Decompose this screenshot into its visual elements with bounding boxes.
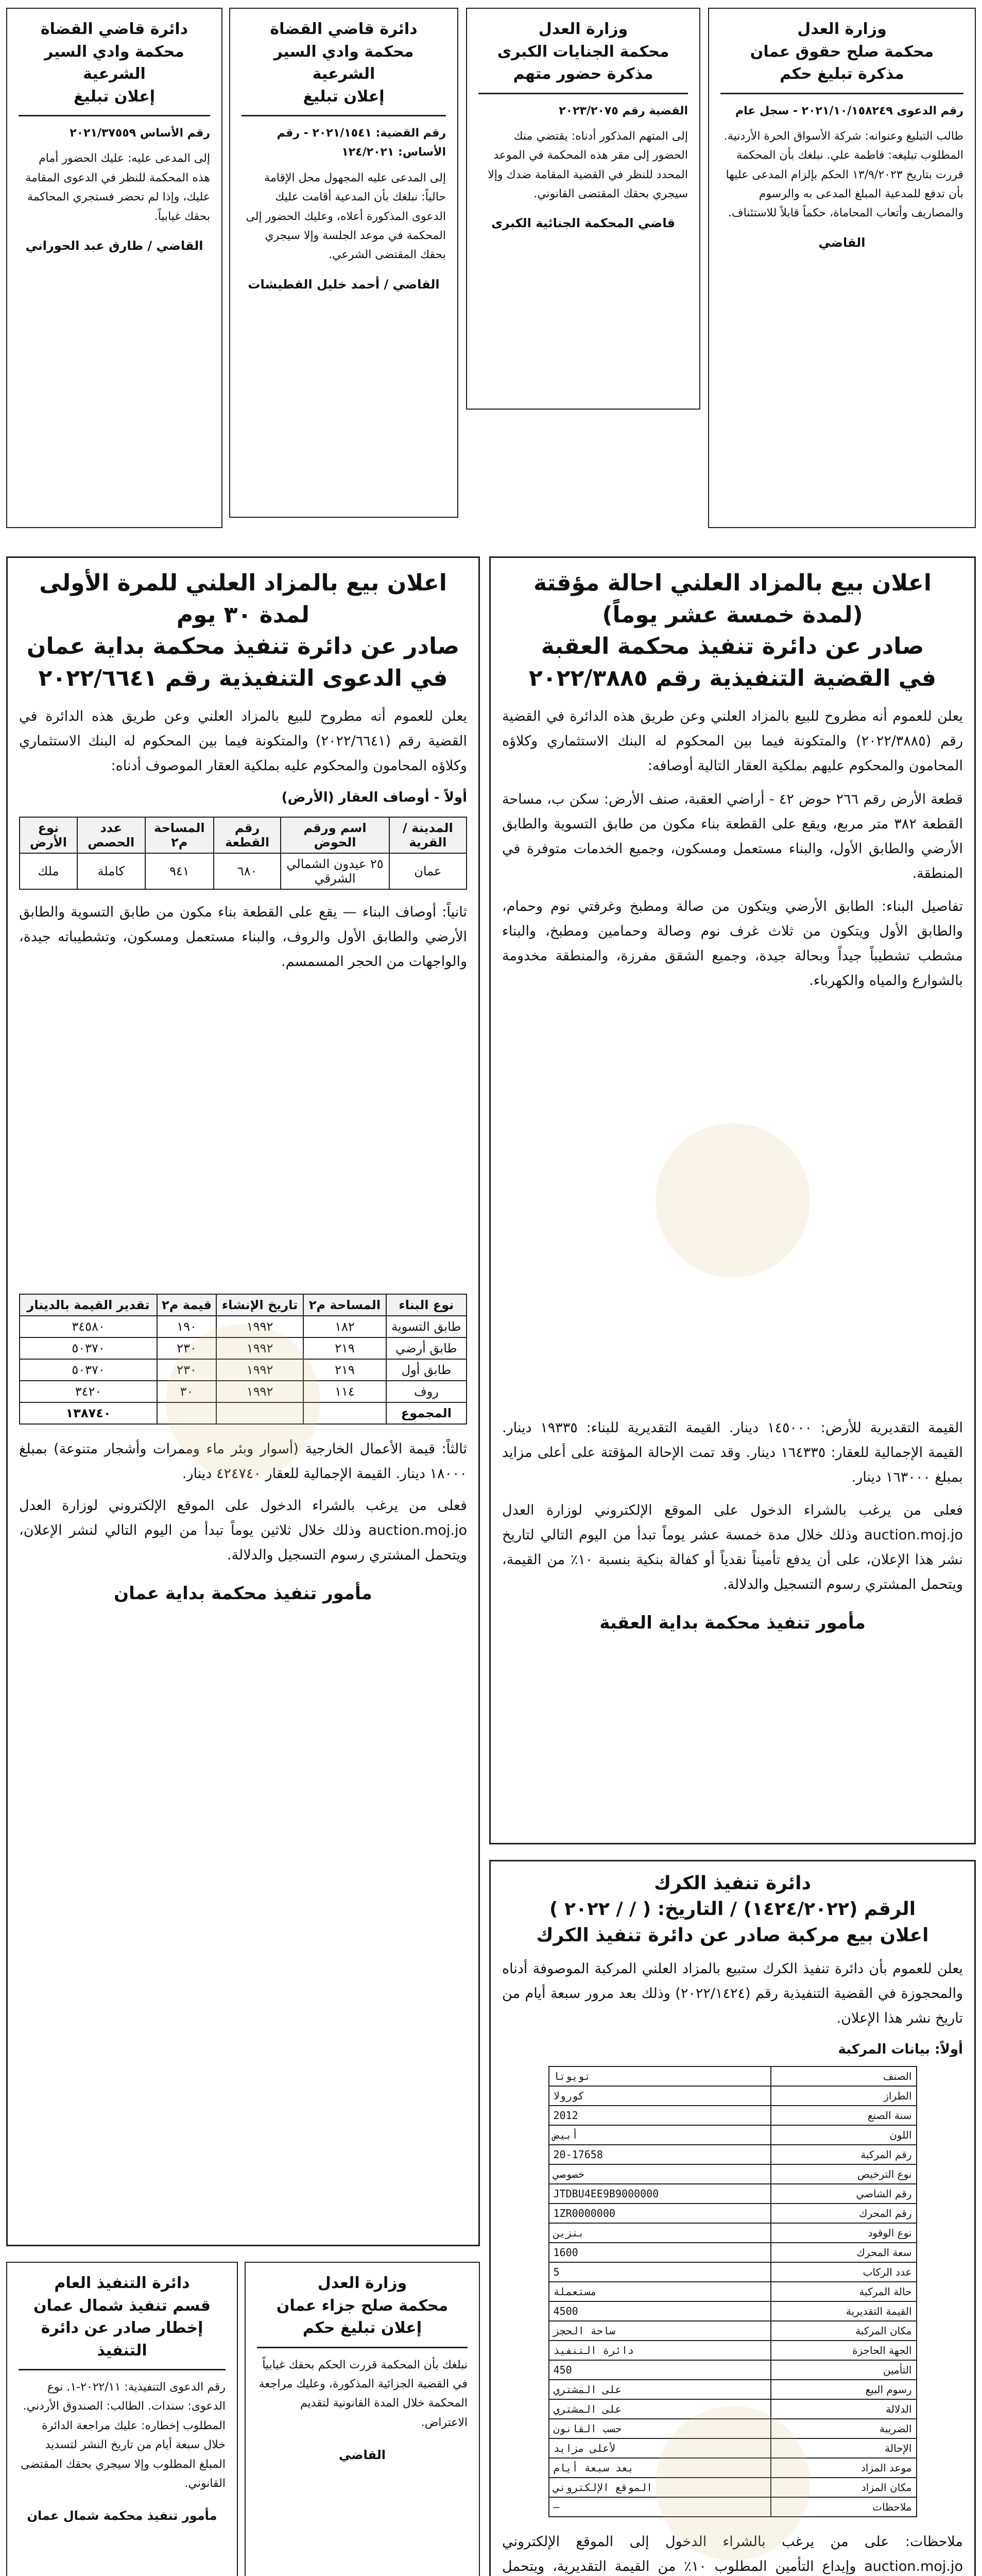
form-label: نوع الترخيص [771, 2164, 916, 2184]
form-label: التأمين [771, 2360, 916, 2380]
form-value: — [549, 2497, 771, 2517]
col-header: تاريخ الإنشاء [216, 1294, 303, 1316]
amman-sign: مأمور تنفيذ محكمة بداية عمان [114, 1583, 372, 1604]
table-row [549, 2125, 917, 2145]
form-label: سنة الصنع [771, 2106, 916, 2125]
notice-top-4 [6, 8, 222, 528]
aqaba-title-3: في القضية التنفيذية رقم ٢٠٢٢/٣٨٨٥ [528, 665, 937, 691]
form-label: حالة المركبة [771, 2282, 916, 2301]
aqaba-intro: يعلن للعموم أنه مطروح للبيع بالمزاد العلني وعن طريق هذه الدائرة في القضية رقم (٢٠٢٢/٣٨٨٥) والمتكونة فيما بين المحكوم له البنك الاستثماري وكلاؤه المحامون والمحكوم عليهم بملكية العقار التالية أوصافه: [502, 708, 963, 774]
notice-case: رقم القضية: ٢٠٢١/١٥٤١ - رقم الأساس: ١٢٤/٢٠٢١ [277, 127, 446, 159]
notice-header-3: إعلان تبليغ حكم [302, 2319, 422, 2337]
notice-header-3: مذكرة حضور متهم [513, 65, 653, 83]
notice-sign: قاضي المحكمة الجنائية الكبرى [491, 216, 676, 231]
aqaba-property: قطعة الأرض رقم ٢٦٦ حوض ٤٢ - أراضي العقبة، صنف الأرض: سكن ب، مساحة القطعة ٣٨٢ متر مربع، ويقع على القطعة بناء مكون من طابق التسوية والطابق الأرضي والطابق الأول، والبناء مستعمل ومسكون، وجميع الخدمات متوفرة في المنطقة. [502, 791, 963, 882]
notice-body: نبلغك بأن المحكمة قررت الحكم بحقك غيابياً في القضية الجزائية المذكورة، وعليك مراجعة المحكمة خلال المدة القانونية لتقديم الاعتراض. [259, 2358, 468, 2429]
form-label: ملاحظات [771, 2497, 916, 2517]
notice-top-3 [229, 8, 458, 518]
form-label: عدد الركاب [771, 2262, 916, 2282]
col-header: نوع البناء [386, 1294, 467, 1316]
form-value: بنزين [549, 2223, 771, 2243]
aqaba-spacer [502, 993, 963, 1416]
notice-header-3: إعلان تبليغ [303, 87, 385, 106]
form-label: نوع الوقود [771, 2223, 916, 2243]
form-label: الطراز [771, 2086, 916, 2106]
notice-bottom-1 [245, 2262, 480, 2576]
form-label: الجهة الحاجزة [771, 2341, 916, 2360]
form-value: بعد سبعة أيام [549, 2458, 771, 2478]
form-value: JTDBU4EE9B9000000 [549, 2184, 771, 2204]
table-row [549, 2223, 917, 2243]
table-row [549, 2301, 917, 2321]
form-value: دائرة التنفيذ [549, 2341, 771, 2360]
table-total-row: المجموع ١٣٨٧٤٠ [20, 1402, 467, 1424]
notice-header-1: دائرة قاضي القضاة [270, 20, 418, 38]
form-label: الإحالة [771, 2438, 916, 2458]
table-row [549, 2282, 917, 2301]
table-row [549, 2458, 917, 2478]
col-header: تقدير القيمة بالدينار [20, 1294, 157, 1316]
table-row: طابق أول ٢١٩ ١٩٩٢ ٢٣٠ ٥٠٣٧٠ [20, 1359, 467, 1381]
col-header: المساحة م٢ [303, 1294, 386, 1316]
form-label: الضريبة [771, 2419, 916, 2438]
amman-title-2: صادر عن دائرة تنفيذ محكمة بداية عمان [26, 633, 460, 660]
table-row: طابق أرضي ٢١٩ ١٩٩٢ ٢٣٠ ٥٠٣٧٠ [20, 1337, 467, 1359]
notice-header-1: دائرة التنفيذ العام [54, 2274, 190, 2292]
table-row [549, 2204, 917, 2223]
form-label: الصنف [771, 2066, 916, 2086]
form-value: تويوتا [549, 2066, 771, 2086]
col-header: قيمة م٢ [157, 1294, 216, 1316]
karak-notes: ملاحظات: على من يرغب بالشراء الدخول إلى الموقع الإلكتروني auction.moj.jo وإيداع التأمين المطلوب ١٠٪ من القيمة التقديرية، ويتحمل [502, 2533, 963, 2574]
table-row [549, 2399, 917, 2419]
form-value: على المشتري [549, 2380, 771, 2399]
table-row [549, 2184, 917, 2204]
notice-header-1: وزارة العدل [317, 2274, 407, 2292]
amman-intro: يعلن للعموم أنه مطروح للبيع بالمزاد العلني وعن طريق هذه الدائرة في القضية رقم (٢٠٢٢/٦٦٤١) والمتكونة فيما بين المحكوم له البنك الاستثماري وكلاؤه المحامون والمحكوم عليه بملكية العقار الموصوف أدناه: [19, 708, 467, 774]
notice-header-3: مذكرة تبليغ حكم [780, 65, 904, 83]
form-value: 5 [549, 2262, 771, 2282]
notice-case: القضية رقم ٢٠٢٣/٢٠٧٥ [559, 104, 688, 117]
notice-sign: القاضي / أحمد خليل القطيشات [248, 277, 440, 292]
notice-top-1 [708, 8, 976, 528]
amman-auction-notice [6, 556, 480, 2246]
form-label: مكان المزاد [771, 2478, 916, 2497]
form-label: القيمة التقديرية [771, 2301, 916, 2321]
form-value: خصوصي [549, 2164, 771, 2184]
amman-title-3: في الدعوى التنفيذية رقم ٢٠٢٢/٦٦٤١ [38, 665, 448, 691]
amman-subtitle: أولاً - أوصاف العقار (الأرض) [281, 789, 467, 805]
form-value: أبيض [549, 2125, 771, 2145]
col-header: اسم ورقم الحوض [281, 817, 389, 853]
amman-extra: ثالثاً: قيمة الأعمال الخارجية (أسوار وبئر ماء وممرات وأشجار متنوعة) بمبلغ ١٨٠٠٠ دينار. القيمة الإجمالية للعقار ٤٢٤٧٤٠ دينار. [19, 1441, 467, 1482]
notice-header-2: محكمة وادي السير الشرعية [44, 42, 184, 83]
table-row [549, 2164, 917, 2184]
notice-header-1: وزارة العدل [538, 20, 628, 38]
aqaba-closing: فعلى من يرغب بالشراء الدخول على الموقع الإلكتروني لوزارة العدل auction.moj.jo وذلك خلال مدة خمسة عشر يوماً تبدأ من اليوم التالي لتاريخ نشر هذا الإعلان، على أن يدفع تأميناً نقدياً أو كفالة بنكية بنسبة ١٠٪ من القيمة، ويتحمل المشتري رسوم التسجيل والدلالة. [502, 1502, 963, 1593]
table-row [549, 2262, 917, 2282]
table-row [549, 2145, 917, 2164]
table-row [549, 2341, 917, 2360]
notice-body: رقم الدعوى التنفيذية: ٢٠٢٢/١١-١. نوع الدعوى: سندات. الطالب: الصندوق الأردني. المطلوب إخطاره: عليك مراجعة الدائرة خلال سبعة أيام من تاريخ النشر لتسديد المبلغ المطلوب وإلا سيجري بحقك المقتضى القانوني. [21, 2381, 226, 2490]
aqaba-title-1: اعلان بيع بالمزاد العلني احالة مؤقتة (لمدة خمسة عشر يوماً) [533, 570, 932, 628]
table-row: روف ١١٤ ١٩٩٢ ٣٠ ٣٤٢٠ [20, 1381, 467, 1402]
form-label: سعة المحرك [771, 2243, 916, 2262]
form-value: حسب القانون [549, 2419, 771, 2438]
amman-closing: فعلى من يرغب بالشراء الدخول على الموقع الإلكتروني لوزارة العدل auction.moj.jo وذلك خلال ثلاثين يوماً تبدأ من اليوم التالي لنشر الإعلان، ويتحمل المشتري رسوم التسجيل والدلالة. [19, 1498, 467, 1564]
table-row [549, 2380, 917, 2399]
notice-case: رقم الدعوى ٢٠٢١/١٠/١٥٨٢٤٩ - سجل عام [735, 104, 963, 117]
amman-building-text: ثانياً: أوصاف البناء — يقع على القطعة بناء مكون من طابق التسوية والطابق الأرضي والطابق الأول والروف، والبناء مستعمل ومسكون، وتشطيباته جيدة، والواجهات من الحجر المسمسم. [19, 904, 467, 970]
notice-top-2 [466, 8, 700, 410]
form-value: 2012 [549, 2106, 771, 2125]
table-row [549, 2066, 917, 2086]
notice-header-2: محكمة صلح جزاء عمان [276, 2296, 449, 2315]
table-row [549, 2360, 917, 2380]
form-value: 4500 [549, 2301, 771, 2321]
table-row [549, 2243, 917, 2262]
notice-sign: القاضي [818, 235, 866, 250]
table-row: طابق التسوية ١٨٢ ١٩٩٢ ١٩٠ ٣٤٥٨٠ [20, 1316, 467, 1337]
form-value: الموقع الإلكتروني [549, 2478, 771, 2497]
notice-header-3: إخطار صادر عن دائرة التنفيذ [41, 2319, 203, 2360]
form-value: 450 [549, 2360, 771, 2380]
notice-header-3: إعلان تبليغ [73, 87, 156, 106]
form-label: الدلالة [771, 2399, 916, 2419]
form-value: على المشتري [549, 2399, 771, 2419]
aqaba-auction-notice [489, 556, 976, 1844]
notice-body: إلى المدعى عليه: عليك الحضور أمام هذه المحكمة للنظر في الدعوى المقامة عليك، وإذا لم تحضر فستجري المحاكمة بحقك غيابياً. [25, 152, 210, 223]
karak-intro: يعلن للعموم بأن دائرة تنفيذ الكرك ستبيع بالمزاد العلني المركبة الموصوفة أدناه والمحجوزة في القضية التنفيذية رقم (٢٠٢٢/١٤٢٤) وذلك بعد مرور سبعة أيام من تاريخ نشر هذا الإعلان. [502, 1961, 963, 2027]
form-label: موعد المزاد [771, 2458, 916, 2478]
col-header: رقم القطعة [214, 817, 281, 853]
aqaba-values: القيمة التقديرية للأرض: ١٤٥٠٠٠ دينار. القيمة التقديرية للبناء: ١٩٣٣٥ دينار. القيمة الإجمالية للعقار: ١٦٤٣٣٥ دينار. وقد تمت الإحالة المؤقتة على أعلى مزايد بمبلغ ١٦٣٠٠٠ دينار. [502, 1419, 963, 1485]
form-value: 20-17658 [549, 2145, 771, 2164]
karak-header-3: اعلان بيع مركبة صادر عن دائرة تنفيذ الكرك [536, 1924, 929, 1946]
table-row [549, 2086, 917, 2106]
notice-header-1: وزارة العدل [797, 20, 887, 38]
notice-case: رقم الأساس ٢٠٢١/٣٧٥٥٩ [70, 127, 210, 140]
form-value: مستعملة [549, 2282, 771, 2301]
col-header: المدينة / القرية [389, 817, 467, 853]
col-header: عدد الحصص [77, 817, 145, 853]
aqaba-details: تفاصيل البناء: الطابق الأرضي ويتكون من صالة ومطبخ وغرفتي نوم وحمام، والطابق الأول ويتكون من ثلاث غرف نوم وصالة وحمامين ومطبخ، والبناء مشطب تشطيباً جيداً وبحالة جيدة، وجميع الشقق مفرزة، والمنطقة مخدومة بالشوارع والمياه والكهرباء. [502, 898, 963, 989]
notice-header-2: محكمة وادي السير الشرعية [273, 42, 414, 83]
notice-body: طالب التبليغ وعنوانه: شركة الأسواق الحرة الأردنية. المطلوب تبليغه: فاطمة علي. نبلغك بأن المحكمة قررت بتاريخ ١٣/٩/٢٠٢٣ الحكم بإلزام المدعى عليها بأن تدفع للمدعية المبلغ المدعى به والرسوم والمصاريف وأتعاب المحاماة، حكماً قابلاً للاستئناف. [723, 129, 963, 220]
col-header: نوع الأرض [20, 817, 77, 853]
amman-land-table [19, 817, 467, 890]
form-value: 1600 [549, 2243, 771, 2262]
notice-header-2: محكمة الجنايات الكبرى [497, 42, 669, 61]
table-row [549, 2438, 917, 2458]
notice-body: إلى المتهم المذكور أدناه: يقتضي منك الحضور إلى مقر هذه المحكمة في الموعد المحدد للنظر في القضية المقامة ضدك وإلا سيجري بحقك المقتضى القانوني. [488, 129, 688, 201]
notice-sign: القاضي / طارق عبد الحوراني [25, 238, 203, 253]
karak-vehicle-table [548, 2066, 917, 2517]
table-row [549, 2419, 917, 2438]
notice-header-2: محكمة صلح حقوق عمان [750, 42, 934, 61]
form-label: اللون [771, 2125, 916, 2145]
form-value: 1ZR0000000 [549, 2204, 771, 2223]
table-row [549, 2106, 917, 2125]
table-row [549, 2321, 917, 2341]
form-label: رقم المحرك [771, 2204, 916, 2223]
karak-header-2: الرقم (١٤٢٤/٢٠٢٢) / التاريخ: ( / / ٢٠٢٢ ) [549, 1899, 916, 1920]
col-header: المساحة م٢ [145, 817, 214, 853]
notice-header-1: دائرة قاضي القضاة [40, 20, 188, 38]
form-value: كورولا [549, 2086, 771, 2106]
table-row: عمان ٢٥ عيدون الشمالي الشرقي ٦٨٠ ٩٤١ كاملة ملك [20, 853, 467, 889]
form-label: رقم الشاصي [771, 2184, 916, 2204]
aqaba-title-2: صادر عن دائرة تنفيذ محكمة العقبة [541, 633, 924, 660]
notice-bottom-2 [6, 2262, 238, 2576]
karak-vehicle-notice [489, 1860, 976, 2576]
karak-form-title: أولاً: بيانات المركبة [838, 2042, 963, 2058]
amman-spacer-a [19, 974, 467, 1294]
notice-header-2: قسم تنفيذ شمال عمان [33, 2296, 211, 2315]
form-value: ساحة الحجز [549, 2321, 771, 2341]
karak-header-1: دائرة تنفيذ الكرك [654, 1873, 811, 1894]
aqaba-sign: مأمور تنفيذ محكمة بداية العقبة [599, 1613, 866, 1634]
form-label: رسوم البيع [771, 2380, 916, 2399]
form-label: رقم المركبة [771, 2145, 916, 2164]
notice-sign: مأمور تنفيذ محكمة شمال عمان [27, 2509, 217, 2523]
amman-floors-table [19, 1294, 467, 1425]
form-value: لأعلى مزايد [549, 2438, 771, 2458]
table-row [549, 2497, 917, 2517]
notice-sign: القاضي [339, 2448, 386, 2463]
table-row [549, 2478, 917, 2497]
notice-body: إلى المدعى عليه المجهول محل الإقامة حالياً: نبلغك بأن المدعية أقامت عليك الدعوى المذكورة أعلاه، وعليك الحضور إلى المحكمة في موعد الجلسة وإلا سيجري بحقك المقتضى الشرعي. [246, 171, 446, 262]
amman-title-1: اعلان بيع بالمزاد العلني للمرة الأولى لمدة ٣٠ يوم [39, 570, 447, 628]
form-label: مكان المركبة [771, 2321, 916, 2341]
